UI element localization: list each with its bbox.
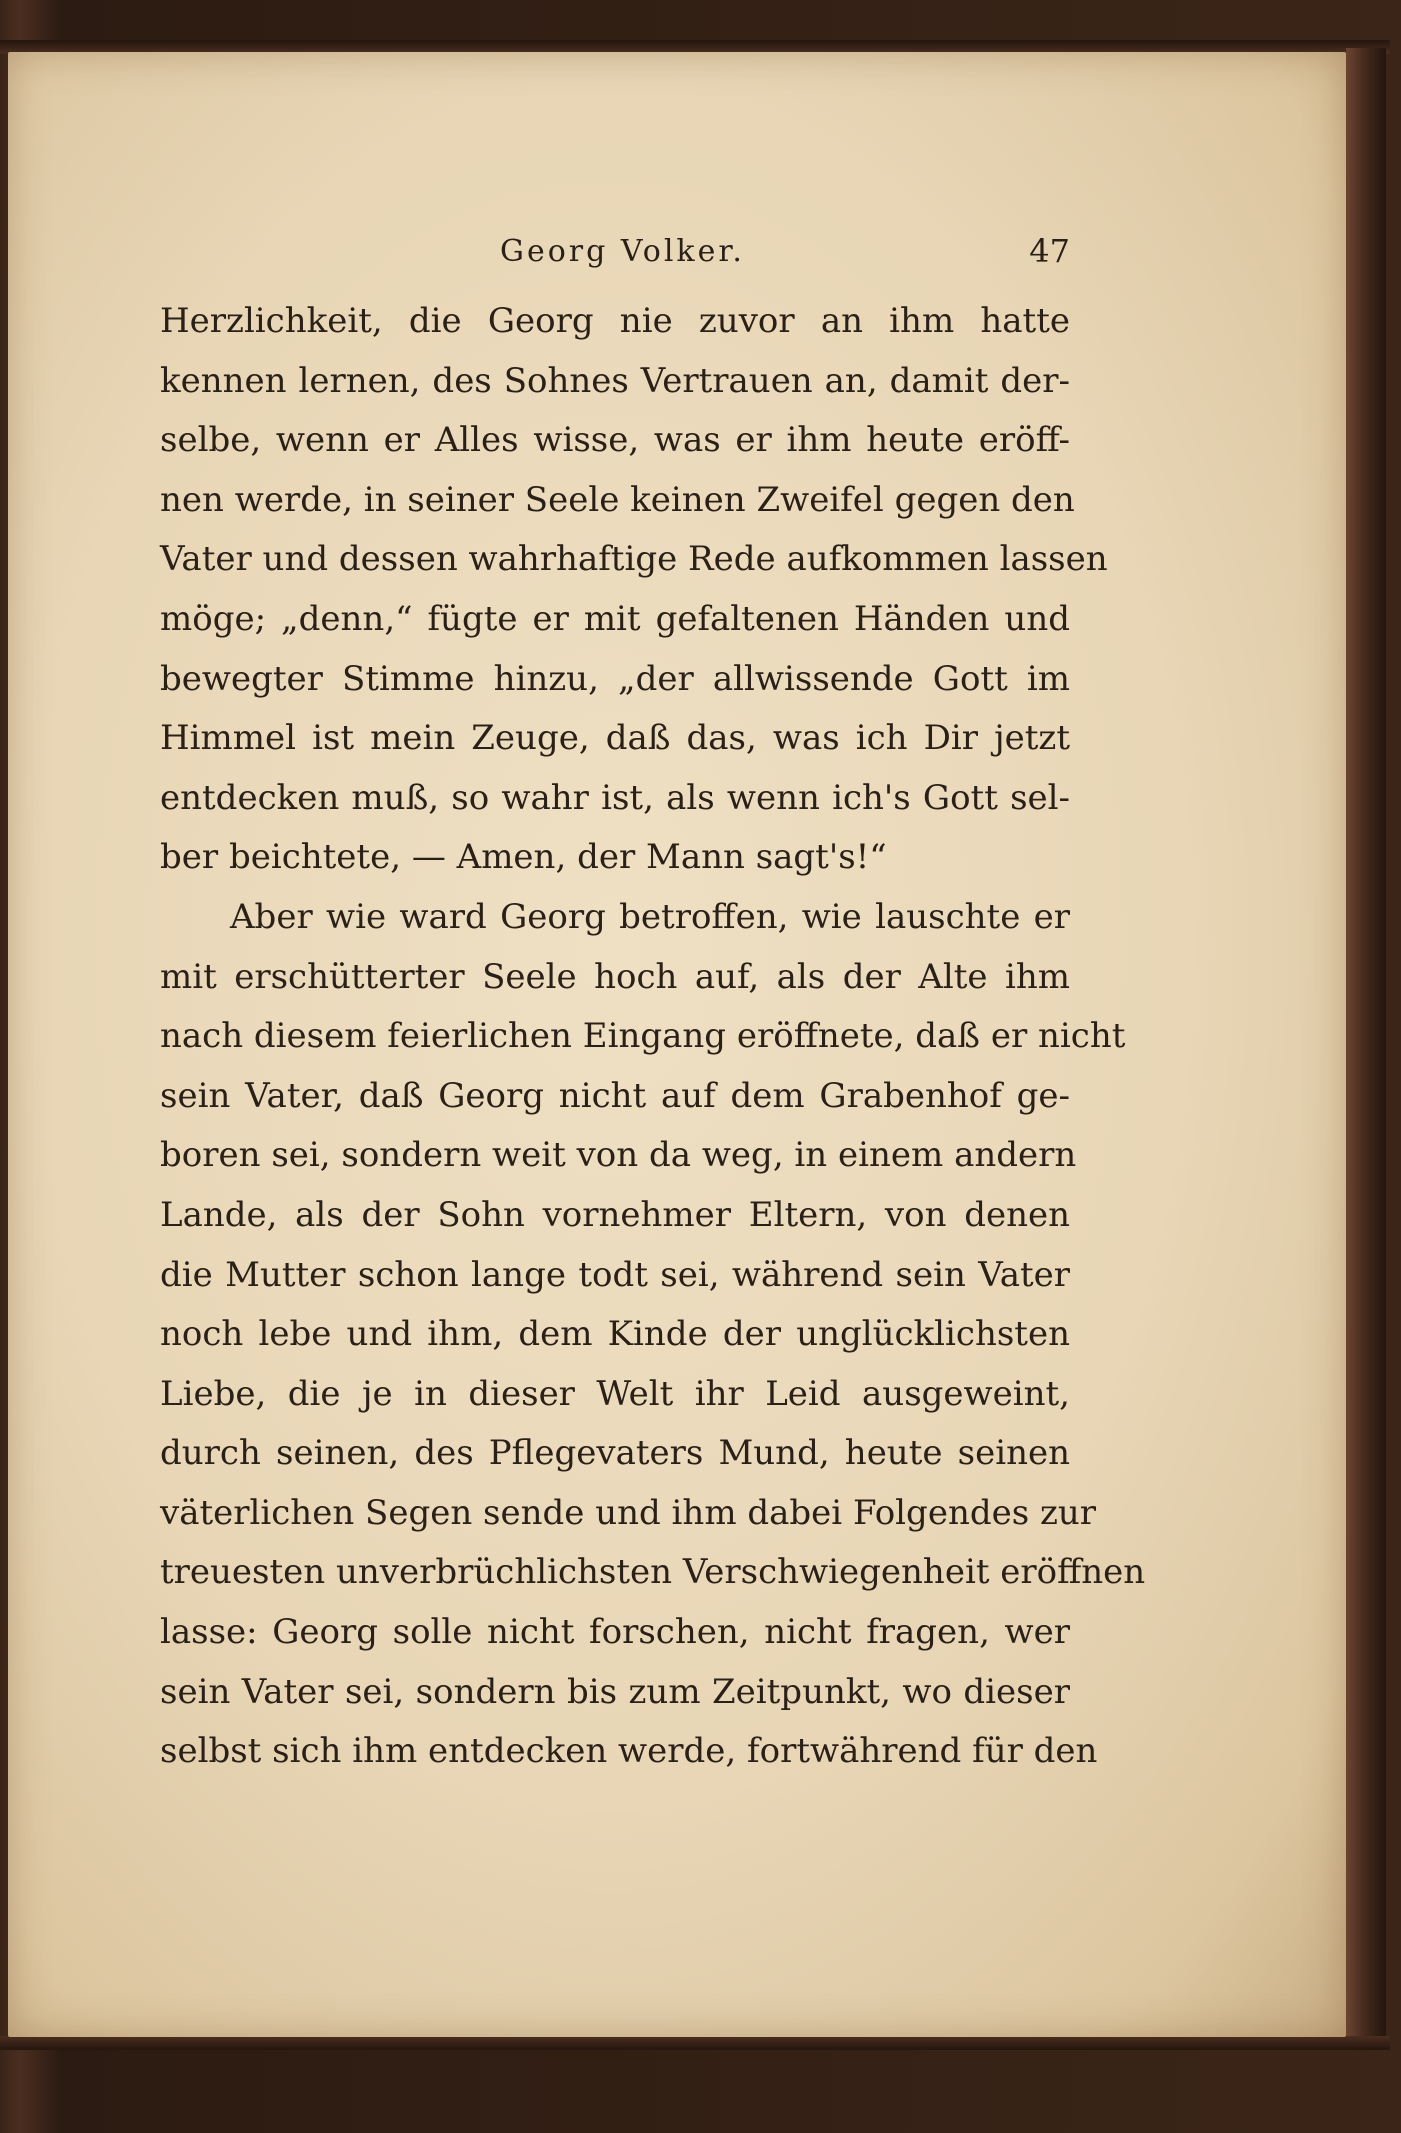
text-line: durch seinen, des Pflegevaters Mund, heute seinen (160, 1433, 1070, 1474)
book-edge-right (1346, 48, 1386, 2043)
text-line: boren sei, sondern weit von da weg, in einem andern (160, 1135, 1077, 1176)
text-line: die Mutter schon lange todt sei, während sein Vater (160, 1254, 1070, 1295)
text-line: Aber wie ward Georg betroffen, wie lauschte er (230, 896, 1070, 937)
text-line: selbe, wenn er Alles wisse, was er ihm heute eröff- (160, 420, 1070, 461)
text-line: treuesten unverbrüchlichsten Verschwiegenheit eröffnen (160, 1552, 1146, 1593)
text-line: nen werde, in seiner Seele keinen Zweifel gegen den (160, 479, 1075, 520)
text-line: selbst sich ihm entdecken werde, fortwährend für den (160, 1731, 1098, 1772)
text-line: Vater und dessen wahrhaftige Rede aufkommen lassen (160, 539, 1108, 580)
body-text (160, 292, 1146, 1782)
text-line: noch lebe und ihm, dem Kinde der unglücklichsten (160, 1314, 1070, 1355)
text-line: Himmel ist mein Zeuge, daß das, was ich Dir jetzt (160, 718, 1070, 759)
paragraph (160, 888, 1146, 1782)
text-line: Lande, als der Sohn vornehmer Eltern, von denen (160, 1194, 1070, 1235)
text-line: ber beichtete, — Amen, der Mann sagt's!“ (160, 837, 887, 878)
running-title: Georg Volker. (500, 234, 745, 269)
book-edge-bottom (0, 2036, 1390, 2050)
page-header (160, 230, 1070, 280)
text-line: nach diesem feierlichen Eingang eröffnete, daß er nicht (160, 1016, 1126, 1057)
text-line: sein Vater sei, sondern bis zum Zeitpunkt, wo dieser (160, 1671, 1070, 1712)
text-line: kennen lernen, des Sohnes Vertrauen an, damit der- (160, 360, 1070, 401)
text-line: sein Vater, daß Georg nicht auf dem Grabenhof ge- (160, 1075, 1070, 1116)
text-line: lasse: Georg solle nicht forschen, nicht fragen, wer (160, 1612, 1070, 1653)
text-line: bewegter Stimme hinzu, „der allwissende Gott im (160, 658, 1070, 699)
text-line: entdecken muß, so wahr ist, als wenn ich's Gott sel- (160, 777, 1070, 818)
paragraph (160, 292, 1108, 888)
text-line: väterlichen Segen sende und ihm dabei Folgendes zur (160, 1492, 1097, 1533)
text-line: möge; „denn,“ fügte er mit gefaltenen Händen und (160, 598, 1070, 639)
text-line: Herzlichkeit, die Georg nie zuvor an ihm hatte (160, 301, 1070, 341)
text-line: mit erschütterter Seele hoch auf, als der Alte ihm (160, 956, 1070, 997)
page-number: 47 (1029, 232, 1070, 270)
text-line: Liebe, die je in dieser Welt ihr Leid ausgeweint, (160, 1373, 1070, 1414)
